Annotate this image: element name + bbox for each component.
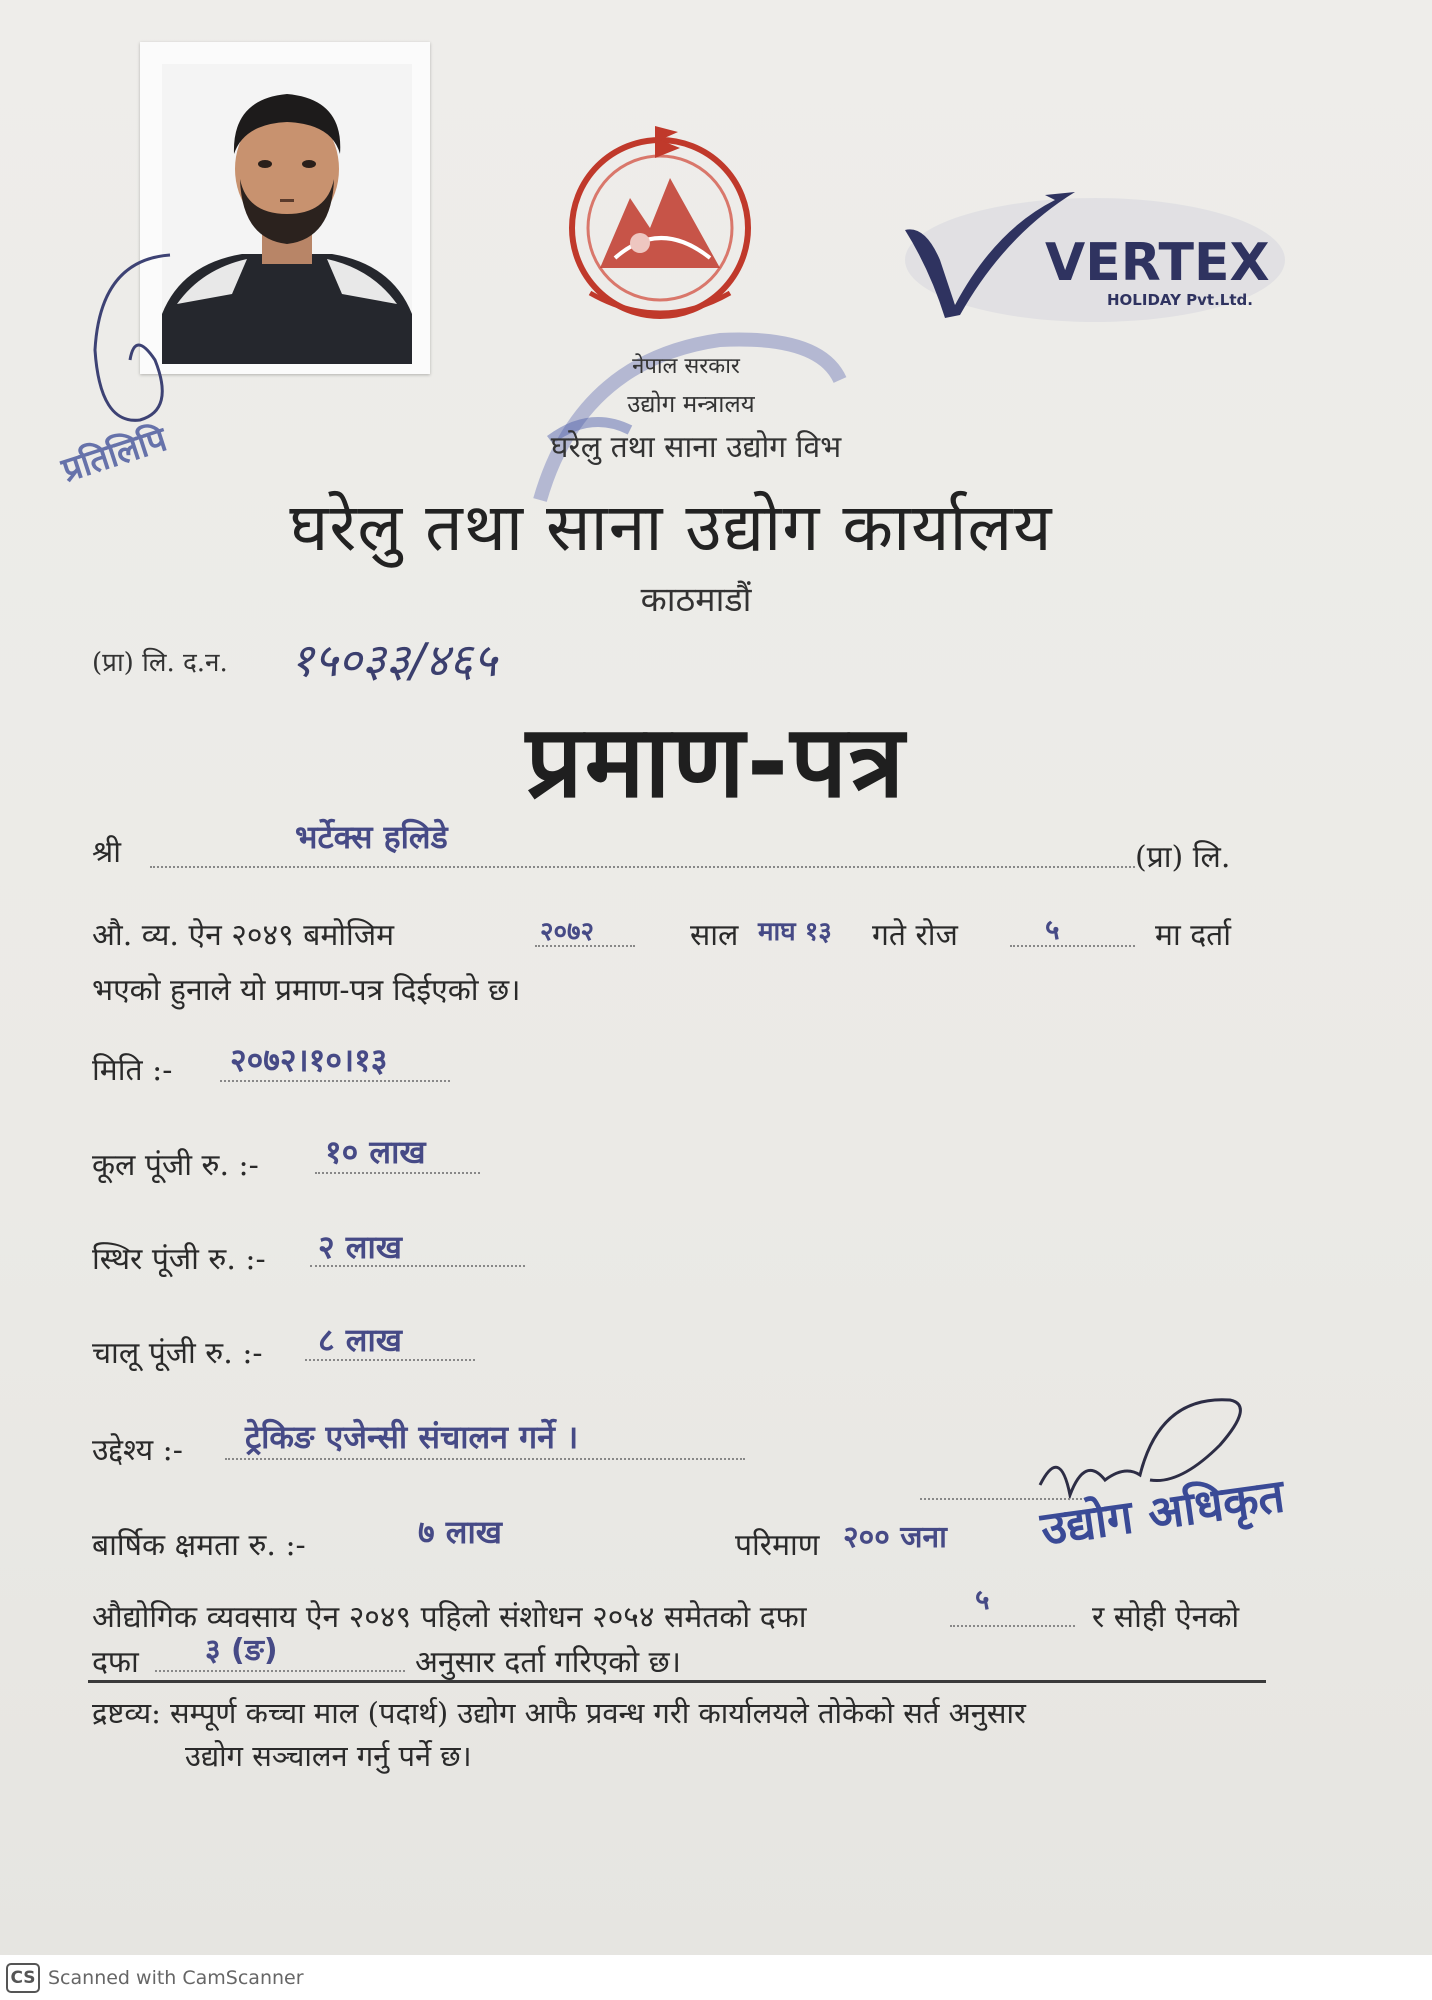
- total-capital-value: १० लाख: [325, 1133, 426, 1171]
- total-capital-label: कूल पूंजी रु. :-: [92, 1148, 259, 1183]
- recipient-dotted-line: [150, 866, 1135, 868]
- registration-label: (प्रा) लि. द.न.: [92, 648, 228, 678]
- registered-line-part2: साल: [690, 918, 739, 953]
- section-dotted-line: [950, 1625, 1075, 1627]
- government-label: नेपाल सरकार: [632, 354, 740, 379]
- scanner-footer: [0, 1955, 1432, 2000]
- fixed-capital-label: स्थिर पूंजी रु. :-: [92, 1242, 266, 1277]
- nepal-government-emblem-icon: [560, 118, 760, 328]
- sub-section-dotted-line: [155, 1670, 405, 1672]
- recipient-prefix: श्री: [92, 835, 122, 870]
- objective-dotted-line: [225, 1458, 745, 1460]
- act-sub-section: ३ (ङ): [205, 1633, 278, 1668]
- weekday-dotted-line: [1010, 945, 1135, 947]
- department-label: घरेलु तथा साना उद्योग विभ: [550, 430, 842, 465]
- divider-line: [88, 1680, 1266, 1683]
- vertex-company-sub: HOLIDAY Pvt.Ltd.: [1107, 291, 1253, 309]
- registration-number: १५०३३/४६५: [290, 633, 497, 687]
- note-line-1: द्रष्टव्य: सम्पूर्ण कच्चा माल (पदार्थ) उद्योग आफै प्रवन्ध गरी कार्यालयले तोकेको सर्त अनुसार: [92, 1696, 1026, 1730]
- certificate-title: प्रमाण-पत्र: [525, 703, 907, 820]
- act-line-part2: र सोही ऐनको: [1092, 1600, 1240, 1635]
- working-capital-value: ८ लाख: [318, 1321, 402, 1359]
- registered-line-part3: गते रोज: [872, 918, 958, 953]
- officer-stamp: उद्योग अधिकृत: [1037, 1468, 1288, 1556]
- certified-copy-stamp: प्रतिलिपि: [57, 419, 172, 491]
- capacity-value: ७ लाख: [418, 1513, 502, 1551]
- act-line-part1: औद्योगिक व्यवसाय ऐन २०४९ पहिलो संशोधन २०५४ समेतको दफा: [92, 1600, 807, 1635]
- objective-value: ट्रेकिङ एजेन्सी संचालन गर्ने ।: [245, 1418, 579, 1456]
- act-line-part3: दफा: [92, 1645, 139, 1680]
- recipient-suffix: (प्रा) लि.: [1135, 840, 1231, 875]
- registered-line-part4: मा दर्ता: [1155, 918, 1232, 953]
- recipient-name: भर्टेक्स हलिडे: [295, 818, 448, 856]
- objective-label: उद्देश्य :-: [92, 1433, 183, 1468]
- date-value: २०७२।१०।१३: [230, 1041, 388, 1079]
- act-line-part4: अनुसार दर्ता गरिएको छ।: [415, 1645, 682, 1680]
- registered-year: २०७२: [540, 917, 595, 947]
- act-section: ५: [975, 1583, 990, 1616]
- fixed-capital-value: २ लाख: [318, 1228, 402, 1266]
- city-label: काठमाडौं: [640, 580, 752, 620]
- office-title: घरेलु तथा साना उद्योग कार्यालय: [289, 489, 1053, 566]
- registered-month-day: माघ १३: [758, 917, 832, 947]
- note-line-2: उद्योग सञ्चालन गर्नु पर्ने छ।: [185, 1739, 472, 1773]
- capacity-label: बार्षिक क्षमता रु. :-: [92, 1528, 306, 1563]
- vertex-company-name: VERTEX: [1045, 233, 1270, 293]
- date-label: मिति :-: [92, 1053, 173, 1088]
- working-capital-label: चालू पूंजी रु. :-: [92, 1336, 263, 1371]
- registered-weekday: ५: [1045, 913, 1060, 946]
- quantity-value: २०० जना: [843, 1520, 947, 1555]
- quantity-label: परिमाण: [735, 1528, 820, 1563]
- ministry-label: उद्योग मन्त्रालय: [627, 390, 755, 418]
- camscanner-label: Scanned with CamScanner: [48, 1966, 304, 1989]
- registered-line-2: भएको हुनाले यो प्रमाण-पत्र दिईएको छ।: [92, 973, 521, 1008]
- vertex-holiday-stamp: [885, 180, 1285, 330]
- camscanner-logo-icon: CS: [6, 1963, 40, 1993]
- registered-line-part1: औ. व्य. ऐन २०४९ बमोजिम: [92, 918, 395, 953]
